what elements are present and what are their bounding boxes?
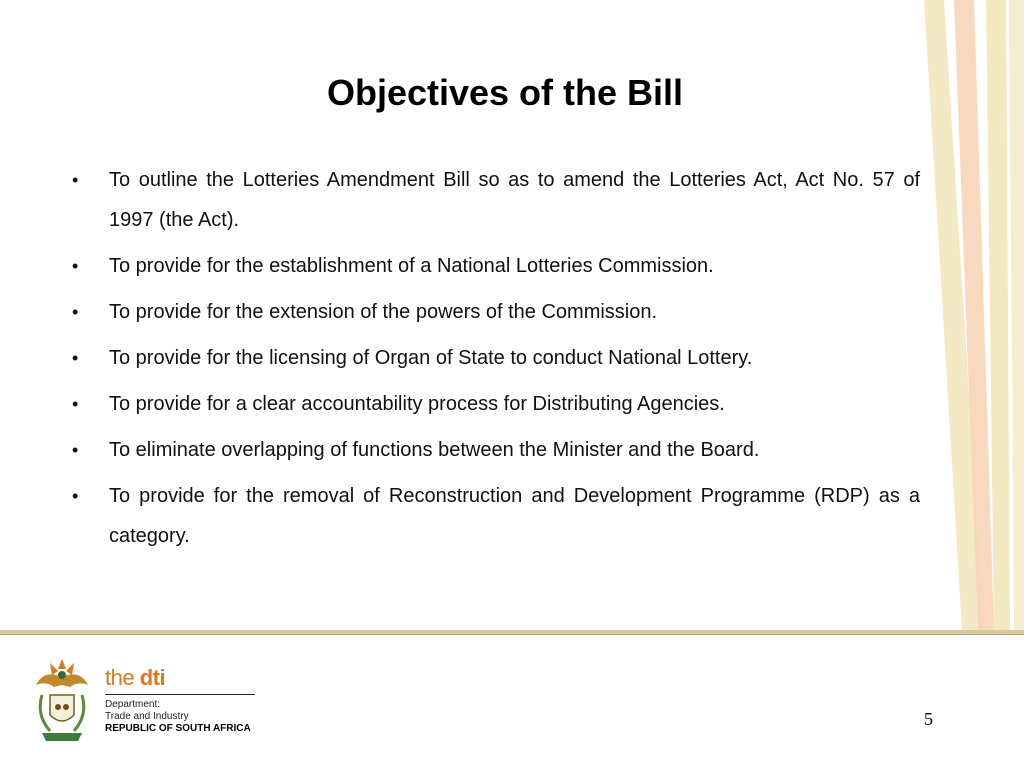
logo-rule bbox=[105, 694, 255, 695]
bullet-text: To outline the Lotteries Amendment Bill so as to amend the Lotteries Act, Act No. 57 of 1997 (the Act). bbox=[109, 169, 920, 231]
bullet-text: To provide for the establishment of a National Lotteries Commission. bbox=[109, 255, 714, 277]
bullet-item bbox=[72, 476, 920, 556]
bullet-text: To provide for a clear accountability process for Distributing Agencies. bbox=[109, 393, 725, 415]
bullet-symbol: • bbox=[72, 348, 79, 368]
bullet-symbol: • bbox=[72, 394, 79, 414]
bullet-symbol: • bbox=[72, 486, 79, 506]
slide-title: Objectives of the Bill bbox=[326, 72, 684, 113]
bullet-item bbox=[72, 384, 920, 424]
bullet-item bbox=[72, 292, 920, 332]
dti-logo-wordmark bbox=[105, 665, 265, 691]
bullet-list bbox=[72, 160, 920, 562]
logo-trade-industry: Trade and Industry bbox=[105, 711, 189, 722]
logo-the: the bbox=[105, 665, 140, 690]
bullet-item bbox=[72, 338, 920, 378]
bullet-text: To eliminate overlapping of functions between the Minister and the Board. bbox=[109, 439, 760, 461]
page-number: 5 bbox=[924, 709, 933, 729]
dti-logo bbox=[105, 665, 265, 735]
logo-republic: REPUBLIC OF SOUTH AFRICA bbox=[105, 723, 251, 734]
south-africa-coat-of-arms-icon bbox=[30, 655, 94, 747]
bullet-item bbox=[72, 430, 920, 470]
bullet-symbol: • bbox=[72, 170, 79, 190]
footer bbox=[0, 635, 1024, 768]
bullet-item bbox=[72, 246, 920, 286]
bullet-text: To provide for the removal of Reconstruction and Development Programme (RDP) as a category. bbox=[109, 485, 920, 547]
logo-dti: dti bbox=[139, 665, 166, 690]
bullet-text: To provide for the extension of the powers of the Commission. bbox=[109, 301, 658, 323]
bullet-symbol: • bbox=[72, 302, 79, 322]
bullet-text: To provide for the licensing of Organ of State to conduct National Lottery. bbox=[109, 347, 753, 369]
bullet-symbol: • bbox=[72, 256, 79, 276]
logo-department: Department: bbox=[105, 699, 161, 710]
bullet-item bbox=[72, 160, 920, 240]
bullet-symbol: • bbox=[72, 440, 79, 460]
